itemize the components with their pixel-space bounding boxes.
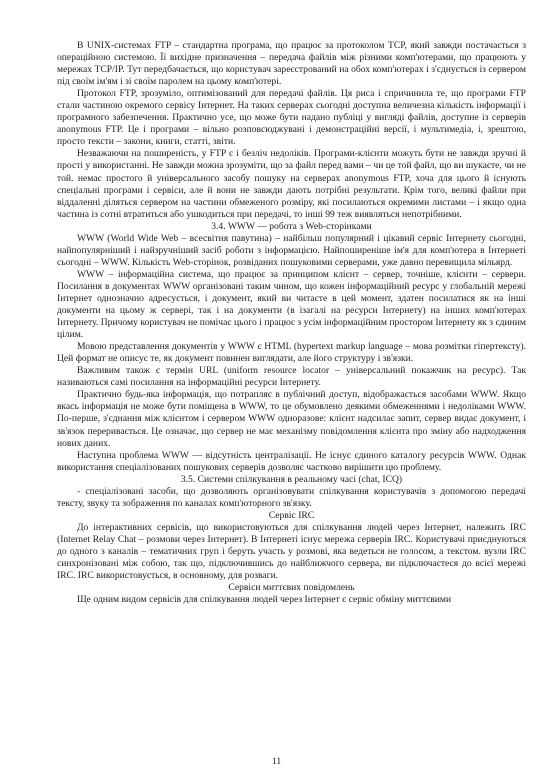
paragraph-www-url: Важливим також є термін URL (uniform resource locator – універсальний покажчик на ресурс). Так називаються самі посилання на інформаційні ресурси Інтернету.: [57, 365, 526, 389]
paragraph-ftp-intro: В UNIX-системах FTP – стандартна програма, що працює за протоколом TCP, який завжди постачається з операційною системою. Її вихідне призначення – передача файлів між різними комп'ютерами, що працюють у мережах TCP/IP. Тут передбачається, що користувач зареєстрований на обох комп'ютерах і з'єднується із сервером під своїм ім'ям і зі своїм паролем на цьому комп'ютері.: [57, 40, 526, 88]
section-heading-www: 3.4. WWW — робота з Web-сторінками: [211, 220, 372, 232]
document-page: [57, 40, 526, 606]
paragraph-www-centralization: Наступна проблема WWW — відсутність централізації. Не існує єдиного каталогу ресурсів WWW. Однак використання спеціалізованих пошукових серверів дозволяє частково вирішити цю проблему.: [57, 449, 526, 473]
paragraph-chat-intro: - спеціалізовані засоби, що дозволяють організовувати спілкування користувачів з допомогою передачі тексту, звуку та зображення по каналах комп'юторного зв'язку.: [57, 485, 526, 509]
paragraph-www-limits: Практично будь-яка інформація, що потрапляє в публічний доступ, відображається засобами WWW. Якщо якась інформація не може бути поміщена в WWW, то це обумовлено деякими обмеженнями і недоліками WWW. По-перше, з'єднання між клієнтом і сервером WWW одноразове: клієнт надсилає запит, сервер видає документ, і зв'язок переривається. Це означає, що сервер не має механізму повідомлення клієнта про зміну або надходження нових даних.: [57, 389, 526, 449]
paragraph-www-client-server: WWW – інформаційна система, що працює за принципом клієнт – сервер, точніше, клієнти – сервери. Посилання в документах WWW організовані таким чином, що кожен інформаційний ресурс у глобальній мережі Інтернет однозначно адресується, і документ, який ви читаєте в цей момент, здатен посилатися як на інші документи на цьому ж сервері, так і на документи (в ізагалі на ресурси Інтернету) на інших комп'ютерах Інтернету. Причому користувач не помічає цього і працює з усім інформаційним простором Інтернету як з єдиним цілим.: [57, 268, 526, 341]
paragraph-instant-messaging: Ще одним видом сервісів для спілкування людей через Інтернет є сервіс обміну миттєвими: [77, 594, 452, 606]
paragraph-www-intro: WWW (World Wide Web – всесвітня павутина) – найбільш популярний і цікавий сервіс Інтернету сьогодні, найпопулярніший і найзручніший засіб роботи з інформацією. Найпоширеніше ім'я для комп'ютера в Інтернеті сьогодні – WWW. Кількість Web-сторінок, розвіданих пошуковими серверами, уже давно перевищила мільярд.: [57, 232, 526, 268]
paragraph-irc: До інтерактивних сервісів, що використовуються для спілкування людей через Інтернет, належить IRC (Internet Relay Chat – розмови через Інтернет). В Інтернеті існує мережа серверів IRC. Користувачі приєднуються до одного з каналів – тематичних груп і беруть участь у розмові, яка ведеться не голосом, а текстом. вузли IRC синхронізовані між собою, так що, підключившись до найближчого сервера, ви підключаєтеся до всієї мережі IRC. IRC використовується, в основному, для розваги.: [57, 521, 526, 582]
page-number: 11: [271, 756, 282, 767]
section-heading-chat: 3.5. Системи спілкування в реальному часі (chat, ICQ): [180, 473, 403, 485]
subheading-irc: Сервіс IRC: [268, 509, 315, 521]
paragraph-www-html: Мовою представлення документів у WWW є HTML (hypertext markup language – мова розмітки гіпертексту). Цей формат не описує те, як документ повинен виглядати, але його структуру і зв'язки.: [57, 341, 526, 365]
paragraph-ftp-protocol: Протокол FTP, зрозуміло, оптимізований для передачі файлів. Ця риса і спричинила те, що програми FTP стали частиною окремого сервісу Інтернет. На таких серверах сьогодні доступна величезна кількість інформації і програмного забезпечення. Практично усе, що може бути надано публіці у вигляді файлів, доступне із серверів anonymous FTP. Це і програми – вільно розповсюджувані і демонстраційні версії, і мультимедіа, і, зрештою, просто тексти – закони, книги, статті, звіти.: [57, 88, 526, 148]
subheading-instant-messaging: Сервіси миттєвих повідомлень: [228, 582, 355, 594]
paragraph-ftp-drawbacks: Незважаючи на поширеність, у FTP є і безліч недоліків. Програми-клієнти можуть бути не завжди зручні й прості у використанні. Не завжди можна зрозуміти, що за файл перед вами – чи це той файл, що ви шукаєте, чи не той. немає простого й універсального засобу пошуку на серверах anonymous FTP, хоча для цього й існують спеціальні програми і сервіси, але й вони не завжди дають потрібні результати. Крім того, великі файли при віддаленні діляться сервером на частини обмеженого розміру, які посилаються окремими листами – і якщо одна частина із сотні втратиться або ушкодиться при передачі, то інші 99 теж виявляться непотрібними.: [57, 148, 526, 220]
